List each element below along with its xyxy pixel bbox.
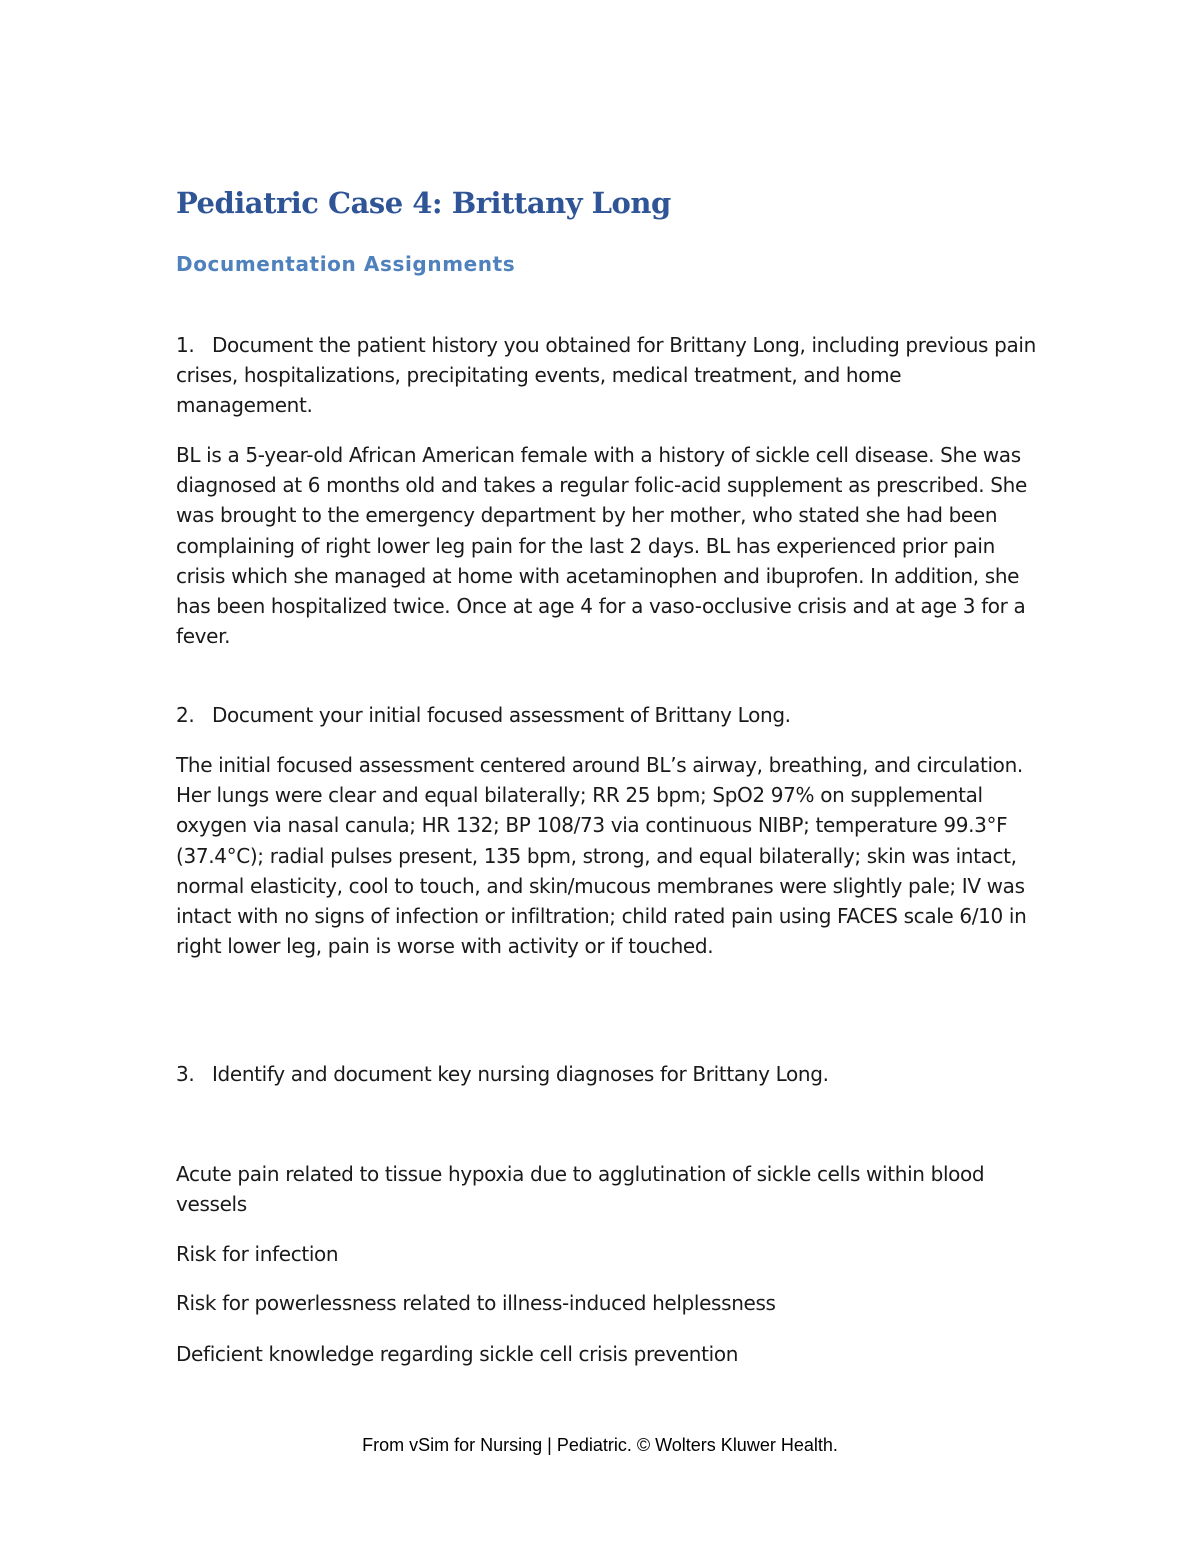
question-3-number: 3. <box>176 1062 195 1086</box>
question-2-number: 2. <box>176 703 195 727</box>
question-1 <box>176 330 1036 421</box>
question-1-number: 1. <box>176 333 195 357</box>
page-footer: From vSim for Nursing | Pediatric. © Wolters Kluwer Health. <box>362 1435 838 1455</box>
diagnosis-item: Risk for powerlessness related to illness-induced helplessness <box>176 1291 776 1315</box>
question-3 <box>176 1059 1036 1089</box>
diagnosis-item: Acute pain related to tissue hypoxia due to agglutination of sickle cells within blood vessels <box>176 1162 985 1217</box>
document-title: Pediatric Case 4: Brittany Long <box>176 186 671 220</box>
answer-assessment: The initial focused assessment centered around BL’s airway, breathing, and circulation. Her lungs were clear and equal bilaterally; RR 25 bpm; SpO2 97% on supplemental oxygen via nasal canula; HR 132; BP 108/73 via continuous NIBP; temperature 99.3°F (37.4°C); radial pulses present, 135 bpm, strong, and equal bilaterally; skin was intact, normal elasticity, cool to touch, and skin/mucous membranes were slightly pale; IV was intact with no signs of infection or infiltration; child rated pain using FACES scale 6/10 in right lower leg, pain is worse with activity or if touched. <box>176 753 1027 959</box>
answer-history: BL is a 5-year-old African American female with a history of sickle cell disease. She was diagnosed at 6 months old and takes a regular folic-acid supplement as prescribed. She was brought to the emergency department by her mother, who stated she had been complaining of right lower leg pain for the last 2 days. BL has experienced prior pain crisis which she managed at home with acetaminophen and ibuprofen. In addition, she has been hospitalized twice. Once at age 4 for a vaso-occlusive crisis and at age 3 for a fever. <box>176 443 1027 649</box>
question-1-text: Document the patient history you obtained for Brittany Long, including previous pain crises, hospitalizations, precipitating events, medical treatment, and home management. <box>176 333 1036 418</box>
diagnosis-item: Risk for infection <box>176 1242 339 1266</box>
diagnosis-item: Deficient knowledge regarding sickle cell crisis prevention <box>176 1342 739 1366</box>
question-2-text: Document your initial focused assessment of Brittany Long. <box>212 703 791 727</box>
question-2 <box>176 700 1036 730</box>
document-subtitle: Documentation Assignments <box>176 252 516 276</box>
question-3-text: Identify and document key nursing diagnoses for Brittany Long. <box>212 1062 829 1086</box>
